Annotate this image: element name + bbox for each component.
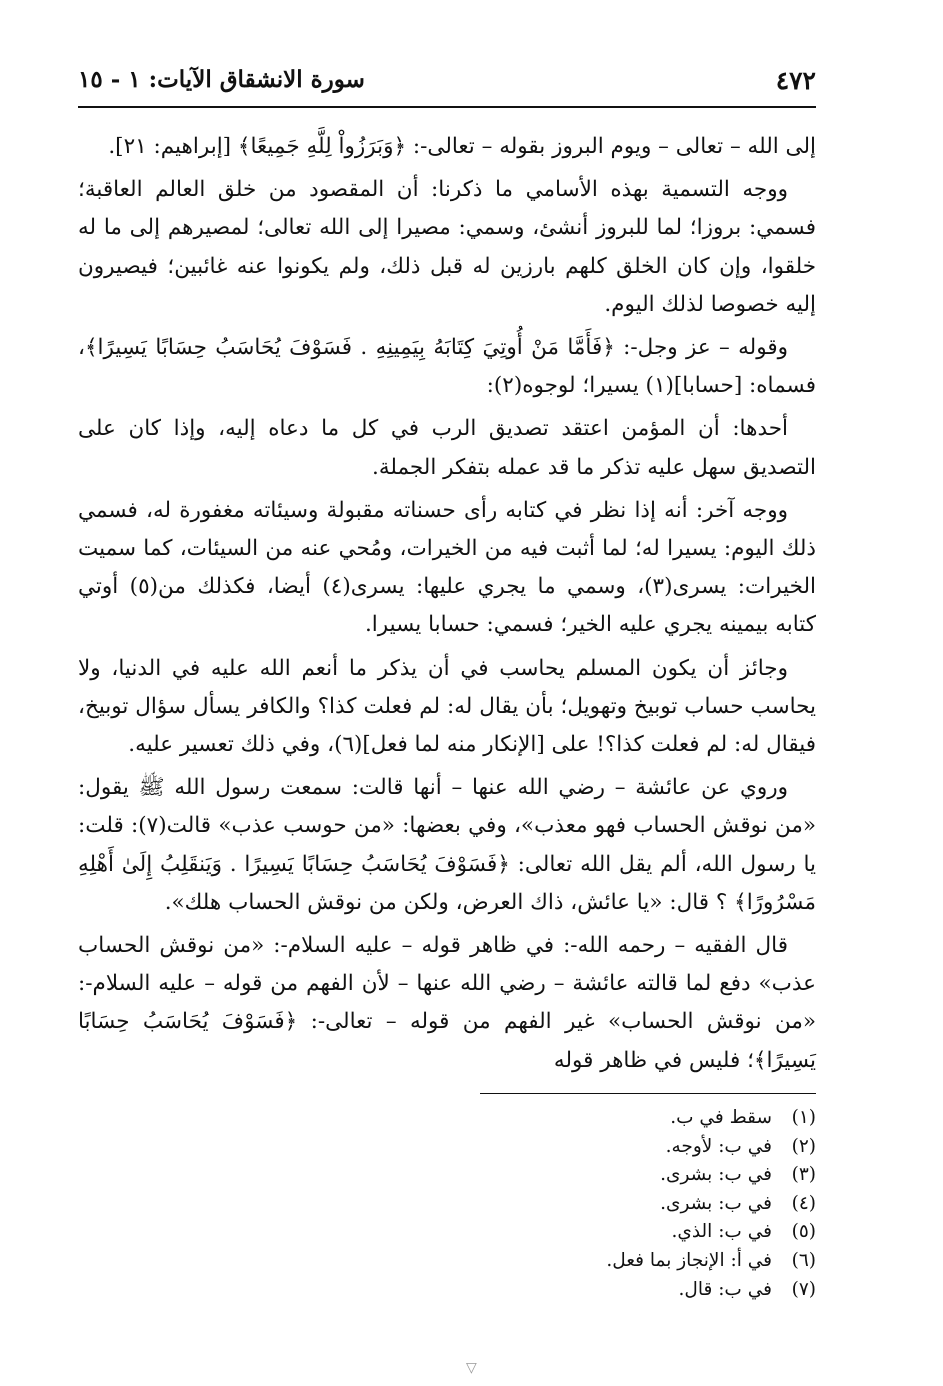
footnote-number: (٢) <box>791 1135 816 1157</box>
footnote-number: (١) <box>791 1107 816 1128</box>
page-number: ٤٧٢ <box>775 66 816 95</box>
footnote-divider <box>480 1093 816 1094</box>
running-title: سورة الانشقاق الآيات: ١ - ١٥ <box>78 66 365 93</box>
scan-mark-icon: ▽ <box>466 1360 477 1376</box>
footnote-text: في ب: الذي. <box>671 1221 772 1243</box>
body-text <box>78 128 816 1085</box>
paragraph: قال الفقيه – رحمه الله-: في ظاهر قوله – عليه السلام-: «من نوقش الحساب عذب» دفع لما قالته عائشة – رضي الله عنها – لأن الفهم من قوله – عليه السلام-: «من نوقش الحساب» غير الفهم من قوله – تعالى-: ﴿فَسَوْفَ يُحَاسَبُ حِسَابًا يَسِيرًا﴾؛ فليس في ظاهر قوله <box>78 933 816 1073</box>
header-divider <box>78 106 816 108</box>
paragraph: وروي عن عائشة – رضي الله عنها – أنها قالت: سمعت رسول الله ﷺ يقول: «من نوقش الحساب فهو معذب»، وفي بعضها: «من حوسب عذب» قالت(٧): قلت: يا رسول الله، ألم يقل الله تعالى: ﴿فَسَوْفَ يُحَاسَبُ حِسَابًا يَسِيرًا . وَيَنقَلِبُ إِلَىٰ أَهْلِهِ مَسْرُورًا﴾ ؟ قال: «يا عائش، ذاك العرض، ولكن من نوقش الحساب هلك». <box>78 775 816 915</box>
footnote <box>430 1133 816 1162</box>
footnote <box>430 1276 816 1305</box>
footnote-text: سقط في ب. <box>670 1107 772 1128</box>
footnote-text: في ب: قال. <box>678 1278 772 1300</box>
paragraph: وقوله – عز وجل-: ﴿فَأَمَّا مَنْ أُوتِيَ كِتَابَهُ بِيَمِينِهِ . فَسَوْفَ يُحَاسَبُ حِسَابًا يَسِيرًا﴾، فسماه: [حسابا](١) يسيرا؛ لوجوه(٢): <box>78 335 816 399</box>
footnote <box>430 1247 816 1276</box>
footnotes <box>430 1104 816 1304</box>
footnote-text: في ب: بشرى. <box>660 1164 772 1186</box>
paragraph: ووجه آخر: أنه إذا نظر في كتابه رأى حسناته مقبولة وسيئاته مغفورة له، فسمي ذلك اليوم: يسيرا له؛ لما أثبت فيه من الخيرات، ومُحي عنه من السيئات، كما سميت الخيرات: يسرى(٣)، وسمي ما يجري عليها: يسرى(٤) أيضا، فكذلك من(٥) أوتي كتابه بيمينه يجري عليه الخير؛ فسمي: حسابا يسيرا. <box>78 497 816 638</box>
footnote <box>430 1218 816 1247</box>
footnote <box>430 1104 816 1133</box>
footnote-number: (٦) <box>791 1249 816 1271</box>
footnote-text: في أ: الإنجاز بما فعل. <box>606 1249 772 1271</box>
footnote-number: (٥) <box>791 1221 816 1243</box>
paragraph: وجائز أن يكون المسلم يحاسب في أن يذكر ما أنعم الله عليه في الدنيا، ولا يحاسب حساب توبيخ وتهويل؛ بأن يقال له: لم فعلت كذا؟ والكافر يسأل سؤال توبيخ، فيقال له: لم فعلت كذا؟! على [الإنكار منه لما فعل](٦)، وفي ذلك تعسير عليه. <box>78 655 816 758</box>
paragraph: إلى الله – تعالى – ويوم البروز بقوله – تعالى-: ﴿وَبَرَزُواْ لِلَّهِ جَمِيعًا﴾ [إبراهيم: ٢١]. <box>108 134 816 159</box>
footnote-number: (٣) <box>791 1164 816 1186</box>
paragraph: أحدها: أن المؤمن اعتقد تصديق الرب في كل ما دعاه إليه، وإذا كان على التصديق سهل عليه تذكر ما قد عمله بتفكر الجملة. <box>78 416 816 480</box>
footnote-text: في ب: لأوجه. <box>665 1135 772 1157</box>
footnote-number: (٧) <box>791 1278 816 1300</box>
paragraph: ووجه التسمية بهذه الأسامي ما ذكرنا: أن المقصود من خلق العالم العاقبة؛ فسمي: بروزا؛ لما للبروز أنشئ، وسمي: مصيرا إلى الله تعالى؛ لمصيرهم إلى ما له خلقوا، وإن كان الخلق كلهم بارزين له قبل ذلك، ولم يكونوا عنه غائبين؛ فيصيرون إليه خصوصا لذلك اليوم. <box>78 177 816 317</box>
page-header <box>78 62 816 102</box>
footnote-number: (٤) <box>791 1192 816 1214</box>
footnote <box>430 1161 816 1190</box>
footnote-text: في ب: بشرى. <box>660 1192 772 1214</box>
footnote <box>430 1190 816 1219</box>
